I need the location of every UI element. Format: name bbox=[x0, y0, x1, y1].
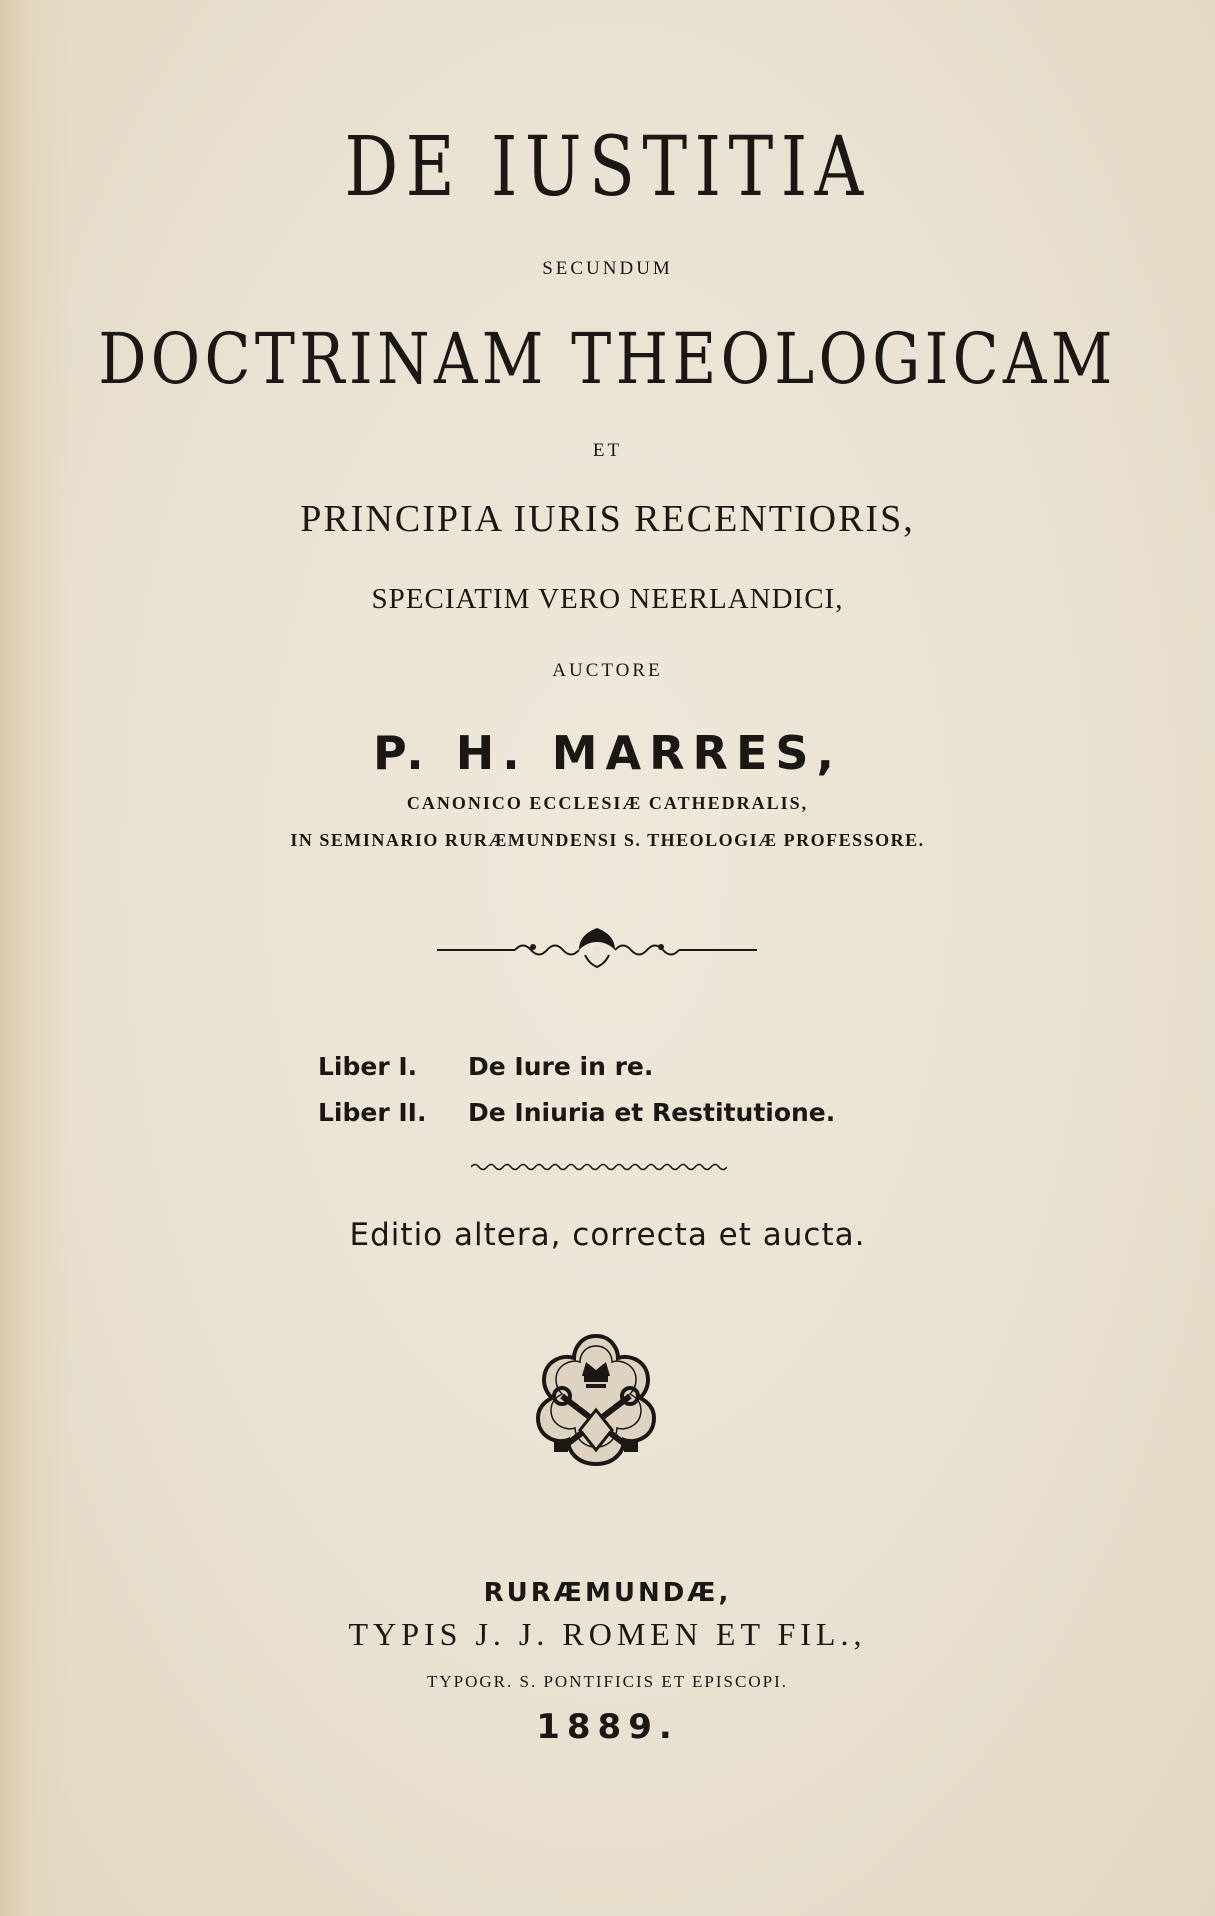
wavy-divider bbox=[471, 1161, 727, 1173]
secundum-label: SECUNDUM bbox=[542, 258, 673, 279]
speciatim-line: SPECIATIM VERO NEERLANDICI, bbox=[371, 583, 844, 615]
publication-year: 1889. bbox=[536, 1707, 679, 1747]
principia-line: PRINCIPIA IURIS RECENTIORIS, bbox=[300, 498, 915, 540]
printer-emblem-icon bbox=[518, 1330, 674, 1486]
printer-title: TYPOGR. S. PONTIFICIS ET EPISCOPI. bbox=[427, 1672, 788, 1691]
author-title-1: CANONICO ECCLESIÆ CATHEDRALIS, bbox=[406, 793, 809, 813]
publication-city: RURÆMUNDÆ, bbox=[483, 1578, 732, 1608]
book-title: De Iure in re. bbox=[468, 1052, 654, 1081]
scroll-ornament bbox=[437, 925, 757, 971]
book-title: DE IUSTITIA bbox=[344, 120, 871, 215]
et-label: ET bbox=[592, 440, 623, 461]
book-number: Liber I. bbox=[318, 1052, 418, 1081]
book-subtitle: DOCTRINAM THEOLOGICAM bbox=[98, 318, 1117, 400]
books-list bbox=[318, 1044, 835, 1136]
printer-name: TYPIS J. J. ROMEN ET FIL., bbox=[348, 1616, 867, 1652]
book-number: Liber II. bbox=[318, 1098, 427, 1127]
auctore-label: AUCTORE bbox=[552, 660, 663, 681]
author-name: P. H. MARRES, bbox=[373, 726, 842, 780]
edition-note: Editio altera, correcta et aucta. bbox=[349, 1217, 866, 1253]
book-entry bbox=[318, 1044, 835, 1090]
author-title-2: IN SEMINARIO RURÆMUNDENSI S. THEOLOGIÆ PROFESSORE. bbox=[290, 830, 925, 850]
book-title: De Iniuria et Restitutione. bbox=[468, 1098, 836, 1127]
book-entry bbox=[318, 1090, 835, 1136]
